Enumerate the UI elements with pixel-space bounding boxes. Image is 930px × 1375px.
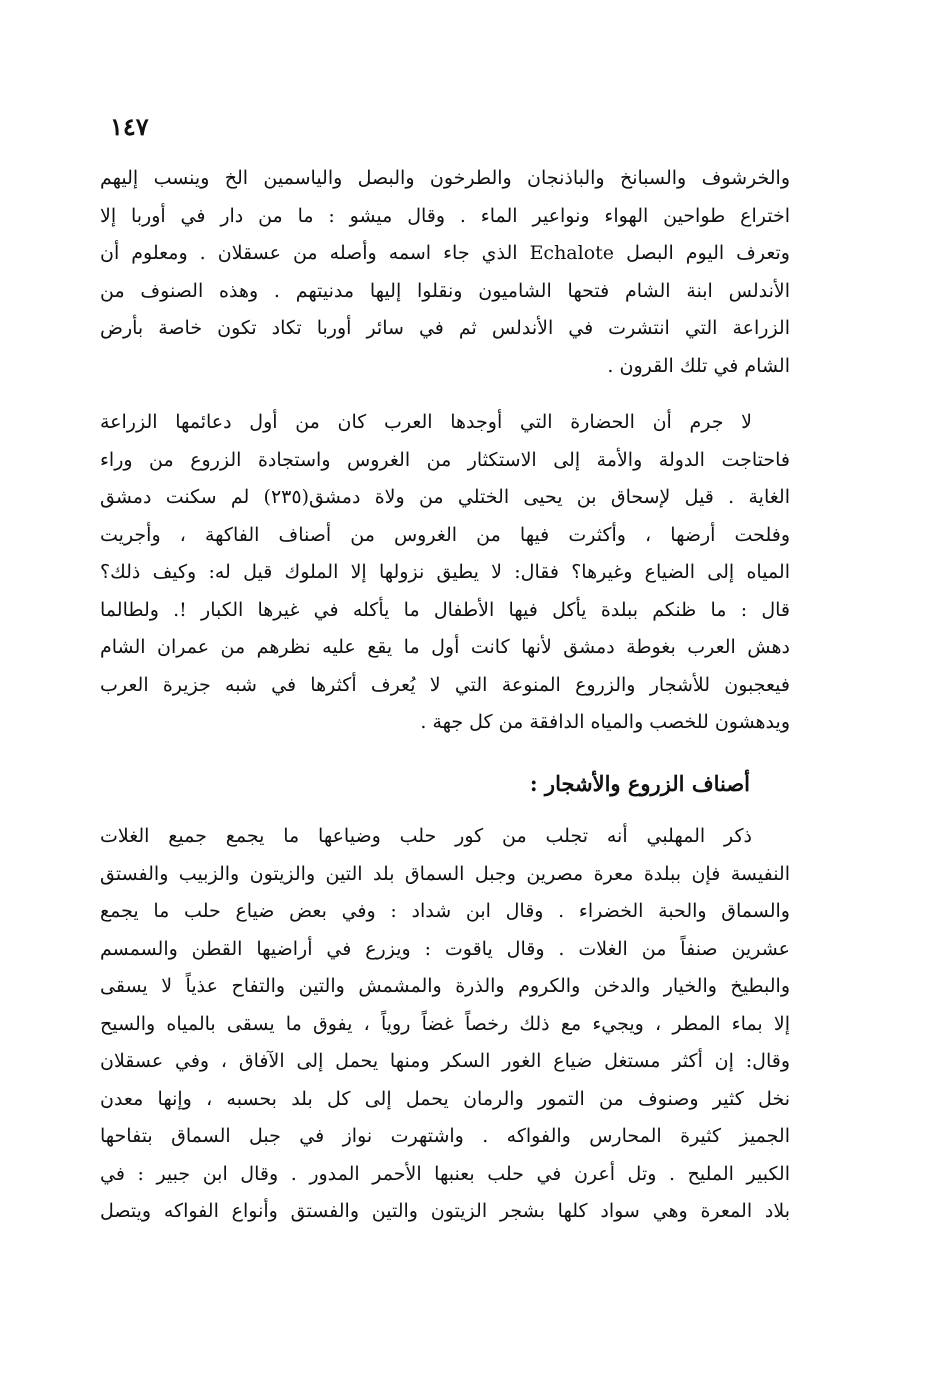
text-line: لا جرم أن الحضارة التي أوجدها العرب كان من أول دعائمها الزراعة [100, 411, 752, 433]
text-line: الشام في تلك القرون . [607, 354, 790, 377]
text-line: الأندلس ابنة الشام فتحها الشاميون ونقلوا إليها مدنيتهم . وهذه الصنوف من [100, 279, 790, 302]
section-heading: أصناف الزروع والأشجار : [529, 771, 750, 796]
text-line: الكبير المليح . وتل أعرن في حلب بعنبها الأحمر المدور . وقال ابن جبير : في [100, 1162, 790, 1185]
text-line: عشرين صنفاً من الغلات . وقال ياقوت : ويزرع في أراضيها القطن والسمسم [100, 937, 790, 960]
text-line: فاحتاجت الدولة والأمة إلى الاستكثار من الغروس واستجادة الزروع من وراء [100, 448, 790, 471]
text-line: النفيسة فإن ببلدة معرة مصرين وجبل السماق بلد التين والزيتون والزبيب والفستق [100, 862, 790, 885]
text-line: قال : ما ظنكم ببلدة يأكل فيها الأطفال ما يأكله في غيرها الكبار !. ولطالما [100, 598, 790, 621]
text-line: بلاد المعرة وهي سواد كلها بشجر الزيتون والتين والفستق وأنواع الفواكه ويتصل [100, 1200, 790, 1222]
text-line: ويدهشون للخصب والمياه الدافقة من كل جهة . [420, 711, 790, 733]
text-line: وفلحت أرضها ، وأكثرت فيها من الغروس من أصناف الفاكهة ، وأجريت [100, 523, 790, 546]
page-number: ١٤٧ [110, 112, 149, 141]
text-line: الجميز كثيرة المحارس والفواكه . واشتهرت نواز في جبل السماق بتفاحها [100, 1125, 790, 1147]
paragraph-2 [100, 404, 790, 742]
text-line: ذكر المهلبي أنه تجلب من كور حلب وضياعها ما يجمع جميع الغلات [100, 825, 752, 847]
text-line: فيعجبون للأشجار والزروع المنوعة التي لا يُعرف أكثرها في شبه جزيرة العرب [100, 673, 790, 696]
text-line: الزراعة التي انتشرت في الأندلس ثم في سائر أوربا تكاد تكون خاصة بأرض [100, 317, 790, 339]
text-line: وتعرف اليوم البصل Echalote الذي جاء اسمه وأصله من عسقلان . ومعلوم أن [100, 242, 790, 264]
text-line: والخرشوف والسبانخ والباذنجان والطرخون والبصل والياسمين الخ وينسب إليهم [100, 167, 790, 189]
paragraph-3 [100, 818, 790, 1231]
text-line: وقال: إن أكثر مستغل ضياع الغور السكر ومنها يحمل إلى الآفاق ، وفي عسقلان [100, 1050, 790, 1072]
text-line: والبطيخ والخيار والدخن والكروم والذرة والمشمش والتين والتفاح عذياً لا يسقى [100, 975, 790, 997]
paragraph-1 [100, 160, 790, 385]
text-line: إلا بماء المطر ، ويجيء مع ذلك رخصاً غضاً روياً ، يفوق ما يسقى بالمياه والسيح [100, 1012, 790, 1035]
text-line: المياه إلى الضياع وغيرها؟ فقال: لا يطيق نزولها إلا الملوك قيل له: وكيف ذلك؟ [100, 561, 790, 583]
text-line: اختراع طواحين الهواء ونواعير الماء . وقال ميشو : ما من دار في أوربا إلا [100, 204, 790, 227]
section-heading-block [100, 764, 790, 804]
text-line: الغاية . قيل لإسحاق بن يحيى الختلي من ولاة دمشق(٢٣٥) لم سكنت دمشق [100, 486, 790, 508]
text-line: والسماق والحبة الخضراء . وقال ابن شداد : وفي بعض ضياع حلب ما يجمع [100, 900, 790, 922]
text-line: دهش العرب بغوطة دمشق لأنها كانت أول ما يقع عليه نظرهم من عمران الشام [100, 636, 790, 658]
text-line: نخل كثير وصنوف من التمور والرمان يحمل إلى كل بلد بحسبه ، وإنها معدن [100, 1087, 790, 1110]
